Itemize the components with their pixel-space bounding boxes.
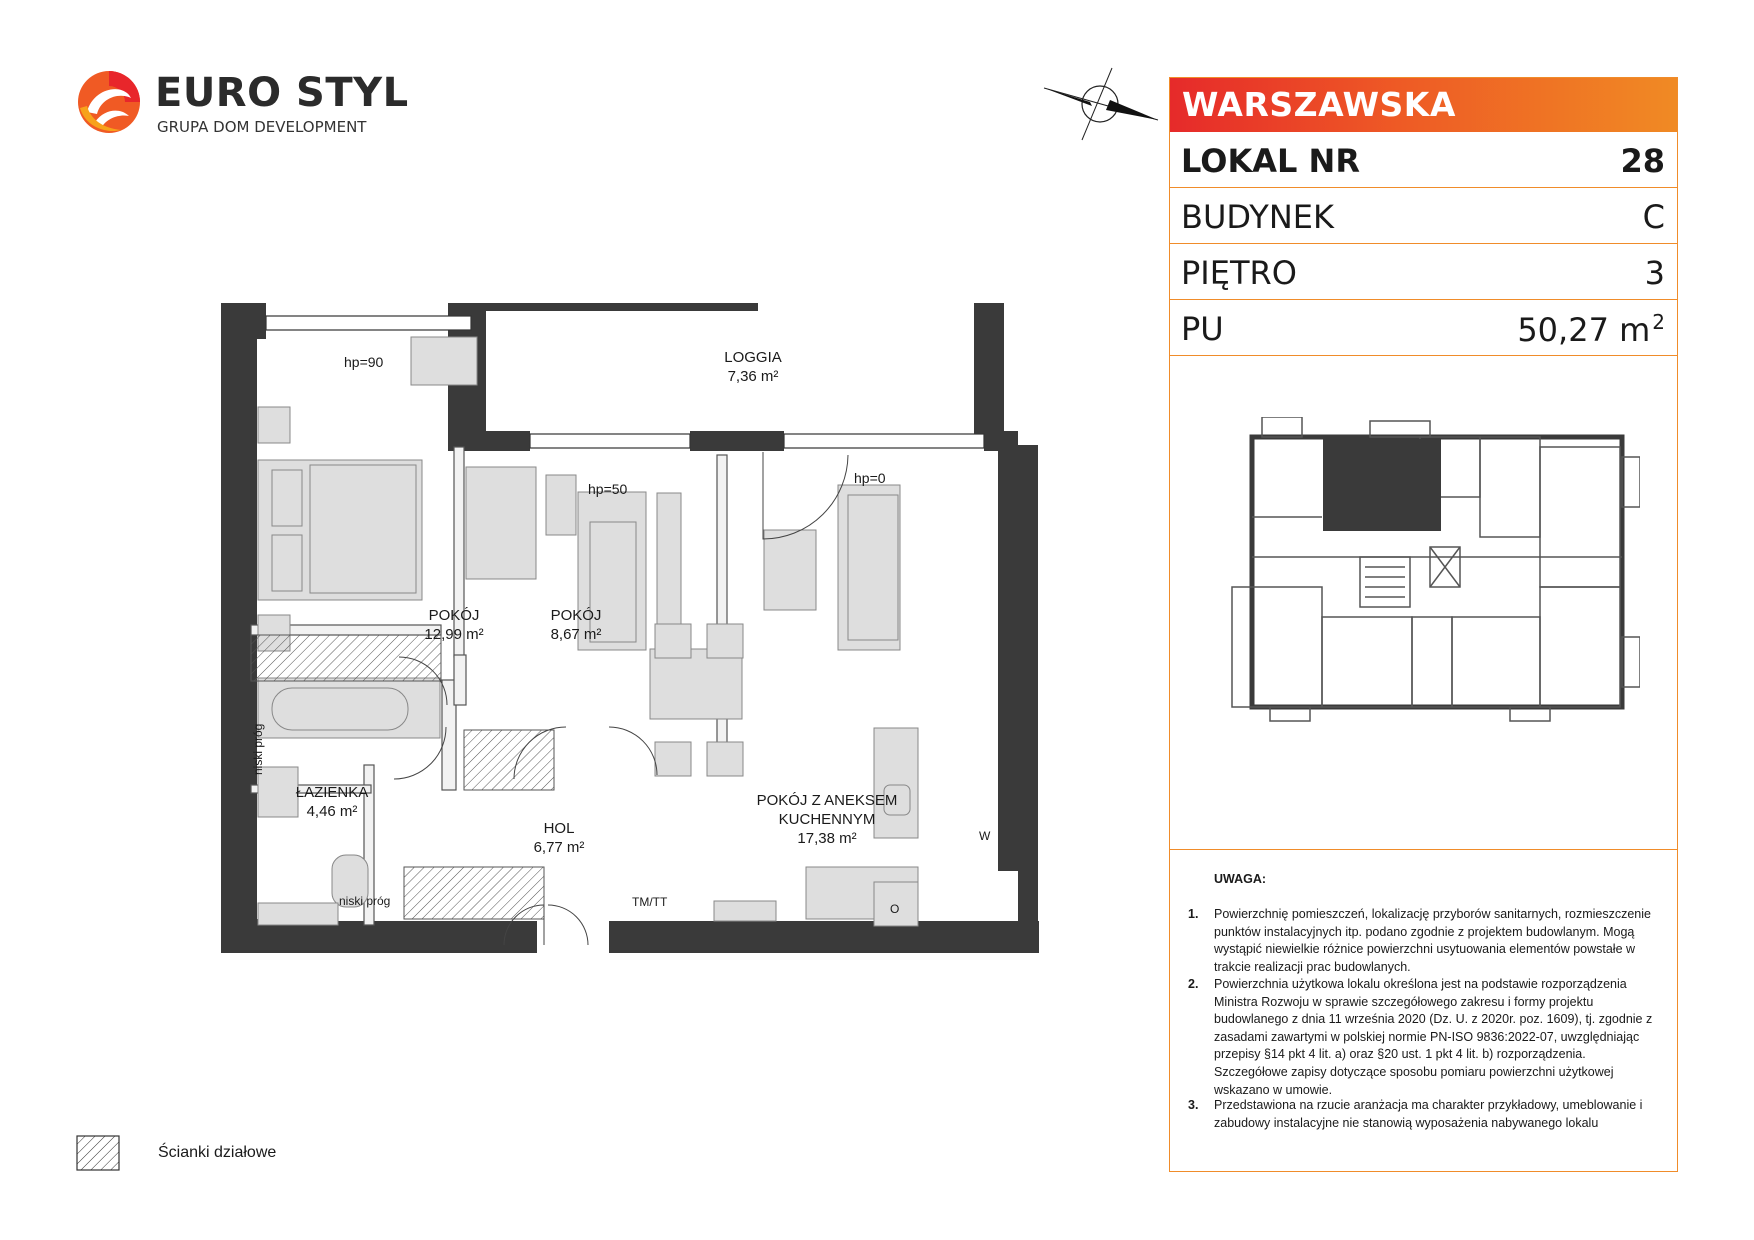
room-second-bedroom-area: 8,67 m² bbox=[550, 626, 602, 643]
washer-dryer-label: TM/TT bbox=[632, 895, 668, 909]
pu-value: 50,27 m $^2$ bbox=[1517, 310, 1665, 349]
info-panel bbox=[1169, 77, 1678, 1172]
euro-styl-logo-mark-icon bbox=[75, 68, 143, 136]
lokal-value: 28 bbox=[1620, 142, 1665, 180]
budynek-label: BUDYNEK bbox=[1181, 198, 1334, 236]
budynek-row bbox=[1170, 188, 1677, 244]
note-item: 1. Powierzchnię pomieszczeń, lokalizację przyborów sanitarnych, rozmieszczenie punktów instalacyjnych itp. podano zgodnie z projektem budowlanym. Mogą wystąpić niewielkie różnice powierzchni usytuowania elementów powstałe w trakcie realizacji prac budowlanych. bbox=[1188, 907, 1651, 974]
room-living-kitchen-name-line2: KUCHENNYM bbox=[778, 811, 876, 828]
room-hall-name: HOL bbox=[543, 820, 575, 837]
room-second-bedroom-name: POKÓJ bbox=[550, 607, 602, 624]
pietro-label: PIĘTRO bbox=[1181, 254, 1297, 292]
room-bathroom-area: 4,46 m² bbox=[306, 803, 358, 820]
note-item: 3. Przedstawiona na rzucie aranżacja ma charakter przykładowy, umeblowanie i zabudowy instalacyjne nie stanowią wyposażenia nabywanego lokalu bbox=[1188, 1098, 1643, 1130]
water-meter-label: W bbox=[979, 829, 991, 843]
apartment-floor-plan bbox=[214, 295, 1044, 955]
room-bedroom-name: POKÓJ bbox=[428, 607, 480, 624]
note-item: 2. Powierzchnia użytkowa lokalu określona jest na podstawie rozporządzenia Ministra Rozwoju w sprawie szczegółowego zakresu i formy projektu budowlanego z dnia 11 września 2020 (Dz. U. z 2020r. poz. 1609), tj. zgodnie z zasadami zawartymi w polskiej normie PN-ISO 9836:2022-07, uwzględniając przepisy §14 pkt 4 lit. a) oraz §20 ust. 1 pkt 4 lit. b) rozporządzenia. Szczegółowe zapisy dotyczące sposobu pomiaru powierzchni użytkowej wskazano w umowie. bbox=[1188, 977, 1653, 1097]
lokal-label: LOKAL NR bbox=[1181, 142, 1360, 180]
building-key-plan bbox=[1210, 417, 1640, 737]
brand-logo bbox=[75, 68, 409, 148]
room-living-kitchen-name: POKÓJ Z ANEKSEM bbox=[756, 792, 898, 809]
investment-name: WARSZAWSKA bbox=[1182, 85, 1456, 124]
windows bbox=[266, 316, 984, 448]
pu-row bbox=[1170, 300, 1677, 356]
investment-banner bbox=[1170, 78, 1677, 132]
room-hall-area: 6,77 m² bbox=[533, 839, 585, 856]
brand-tagline: GRUPA DOM DEVELOPMENT bbox=[157, 118, 367, 136]
key-plan-highlight-unit bbox=[1323, 439, 1441, 531]
room-bathroom-name: ŁAZIENKA bbox=[295, 784, 369, 801]
window-sill-height-label: hp=0 bbox=[854, 470, 886, 486]
room-living-kitchen-area: 17,38 m² bbox=[797, 830, 857, 847]
lokal-row bbox=[1170, 132, 1677, 188]
window-sill-height-label: hp=50 bbox=[588, 481, 628, 497]
pietro-row bbox=[1170, 244, 1677, 300]
key-plan-section bbox=[1170, 357, 1677, 850]
partition-walls-legend-label: Ścianki działowe bbox=[158, 1144, 277, 1161]
north-compass-icon bbox=[1040, 66, 1160, 142]
brand-name: EURO STYL bbox=[155, 70, 409, 116]
room-loggia-area: 7,36 m² bbox=[727, 368, 779, 385]
window-sill-height-label: hp=90 bbox=[344, 354, 384, 370]
budynek-value: C bbox=[1642, 198, 1665, 236]
notes-title: UWAGA: bbox=[1214, 872, 1267, 886]
low-threshold-label: niski próg bbox=[339, 894, 391, 908]
low-threshold-label-vertical: niski próg bbox=[251, 723, 265, 775]
room-loggia-name: LOGGIA bbox=[724, 349, 782, 366]
pu-label: PU bbox=[1181, 310, 1224, 348]
electric-meter-label: O bbox=[890, 902, 900, 916]
notes-section bbox=[1170, 850, 1677, 1170]
pietro-value: 3 bbox=[1644, 254, 1665, 292]
partition-walls-legend-swatch bbox=[76, 1135, 120, 1171]
room-bedroom-area: 12,99 m² bbox=[424, 626, 484, 643]
